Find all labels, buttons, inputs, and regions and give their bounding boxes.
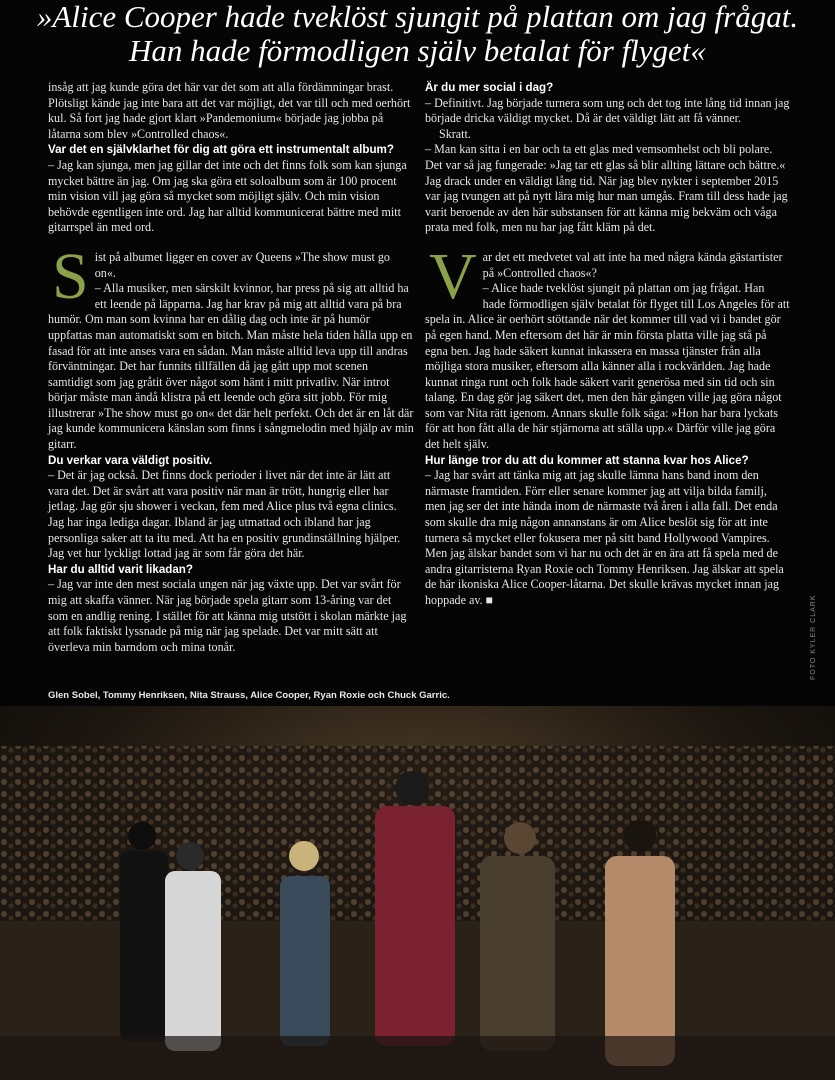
headline-line-1: »Alice Cooper hade tveklöst sjungit på plattan om jag frågat.: [36, 0, 799, 34]
headline: [0, 0, 835, 68]
question-how-long: Hur länge tror du att du kommer att stanna kvar hos Alice?: [425, 453, 749, 467]
performer-5: [480, 856, 555, 1051]
spacer: [425, 236, 790, 250]
guest-artists-paragraph: [425, 239, 790, 453]
answer-bar: – Man kan sitta i en bar och ta ett glas med vemsomhelst och bli polare. Det var så jag fungerade: »Jag tar ett glas så blir allting lättare och bättre.« Jag drack under en väldigt lång tid. När jag blev nykter i september 2015 var jag tvungen att på nytt lära mig hur man umgås. Fram till dess hade jag varit beroende av den här substansen för att känna mig bekväm och våga prata med folk, men nu har jag fått kläm på det.: [425, 142, 788, 235]
question-instrumental: Var det en självklarhet för dig att göra ett instrumentalt album?: [48, 143, 394, 157]
question-positive: Du verkar vara väldigt positiv.: [48, 453, 213, 467]
show-must-go-on-answer: – Alla musiker, men särskilt kvinnor, har press på sig att alltid ha ett leende på läpparna. Jag har krav på mig att alltid vara på bra humör. Om man som kvinna har en dålig dag och inte är på humör uppfattas man automatiskt som en bitch. Man måste hela tiden hålla upp en fasad för att inte anses vara en sådan. Man måste alltid leva upp till andras förväntningar. Det har funnits tillfällen då jag gått upp mot scenen samtidigt som jag gråtit över något som hänt i mitt privatliv. När introt börjar måste man ändå klistra på ett leende och göra sitt jobb. För mig illustrerar »The show must go on« det där helt perfekt. Och det är en låt där jag kunde kommunicera känslan som finns i sångmelodin med hjälp av min gitarr.: [48, 281, 414, 452]
spacer: [48, 236, 414, 250]
answer-always-same: – Jag var inte den mest sociala ungen när jag växte upp. Det var svårt för mig att skaffa vänner. När jag började spela gitarr som 13-åring var det som en andlig rening. I stället för att känna mig utstött i skolan märkte jag att folk faktiskt lyssnade på mig när jag spelade. Det var mitt sätt att överleva min barndom och mina tonår.: [48, 577, 407, 654]
right-column: [425, 80, 790, 609]
question-more-social: Är du mer social i dag?: [425, 81, 554, 94]
show-must-go-on-lead: ist på albumet ligger en cover av Queens »The show must go on«.: [94, 249, 390, 280]
drop-cap-s: S: [52, 239, 89, 313]
drop-cap-v: V: [429, 239, 477, 313]
intro-paragraph: insåg att jag kunde göra det här var det som att alla fördämningar brast. Plötsligt kände jag inte bara att det var möjligt, det var till och med oerhört kul. Så fort jag hade gjort klart »Pandemonium« började jag jobba på låtarna som blev »Controlled chaos«.: [48, 80, 411, 141]
performer-3: [280, 876, 330, 1046]
performer-6: [605, 856, 675, 1066]
photo-credit: FOTO KYLER CLARK: [810, 594, 817, 680]
concert-photo: [0, 706, 835, 1080]
photo-caption: Glen Sobel, Tommy Henriksen, Nita Strauss, Alice Cooper, Ryan Roxie och Chuck Garric.: [48, 690, 450, 701]
performer-2: [165, 871, 221, 1051]
guest-artists-lead: ar det ett medvetet val att inte ha med några kända gästartister på »Controlled chaos«?: [482, 249, 783, 280]
show-must-go-on-paragraph: [48, 239, 414, 453]
headline-line-2: Han hade förmodligen själv betalat för flyget«: [129, 33, 706, 68]
performer-1: [120, 851, 168, 1041]
performer-4: [375, 806, 455, 1046]
question-always-same: Har du alltid varit likadan?: [48, 562, 193, 576]
answer-instrumental: – Jag kan sjunga, men jag gillar det inte och det finns folk som kan sjunga mycket bättre än jag. Om jag ska göra ett soloalbum som är 100 procent min vision vill jag göra så mycket som möjligt själv. Och min vision behövde egentligen inte ord. Jag har alltid kommunicerat bättre med mitt gitarrspel än med ord.: [48, 157, 407, 235]
left-column: [48, 80, 414, 655]
laughter: Skratt.: [439, 126, 471, 141]
answer-more-social: – Definitivt. Jag började turnera som ung och det tog inte lång tid innan jag började dricka väldigt mycket. Då är det väldigt lätt att få vänner.: [425, 95, 790, 126]
answer-positive: – Det är jag också. Det finns dock perioder i livet när det inte är lätt att vara det. Det är svårt att vara positiv när man är trött, hungrig eller har jetlag. Jag gör sju shower i veckan, fem med Alice plus två egna clinics. Jag har inga lediga dagar. Ibland är jag utmattad och ibland har jag personliga saker att ta itu med. Att ha en positiv grundinställning hjälper. Jag vet hur lyckligt lottad jag är som får göra det här.: [48, 468, 401, 561]
guest-artists-answer: – Alice hade tveklöst sjungit på plattan om jag frågat. Han hade förmodligen själv betalat för flyget till Los Angeles för att spela in. Alice är oerhört stöttande när det kommer till vad vi i bandet gör på egen hand. Men eftersom det här är min första platta ville jag stå på egna ben. Jag hade säkert kunnat inkassera en massa tjänster från alla möjliga stora musiker, eftersom alla känner alla i rockvärlden. Jag hade kunnat ringa runt och folk hade säkert varit generösa med sin tid och sin talang. En dag gör jag säkert det, men den här gången ville jag göra något som var Nita rätt igenom. Annars skulle folk säga: »Hon har bara lyckats för att hon fått alla de här stjärnorna att ställa upp.« Därför ville jag göra det helt själv.: [425, 281, 790, 452]
stage-edge: [0, 1036, 835, 1080]
answer-how-long: – Jag har svårt att tänka mig att jag skulle lämna hans band inom den närmaste framtiden. Förr eller senare kommer jag att vilja bilda familj, men jag ser det inte hända inom de närmaste två åren i alla fall. Det enda som skulle dra mig någon annanstans är om Alice beslöt sig för att inte turnera så mycket eller fokusera mer på sitt band Hollywood Vampires. Men jag älskar bandet som vi har nu och det är en ära att få spela med de andra gitarristerna Ryan Roxie och Tommy Henriksen. Jag älskar att spela de här ikoniska Alice Cooper-låtarna. Det skulle krävas mycket innan jag hoppade av. ■: [425, 468, 784, 607]
